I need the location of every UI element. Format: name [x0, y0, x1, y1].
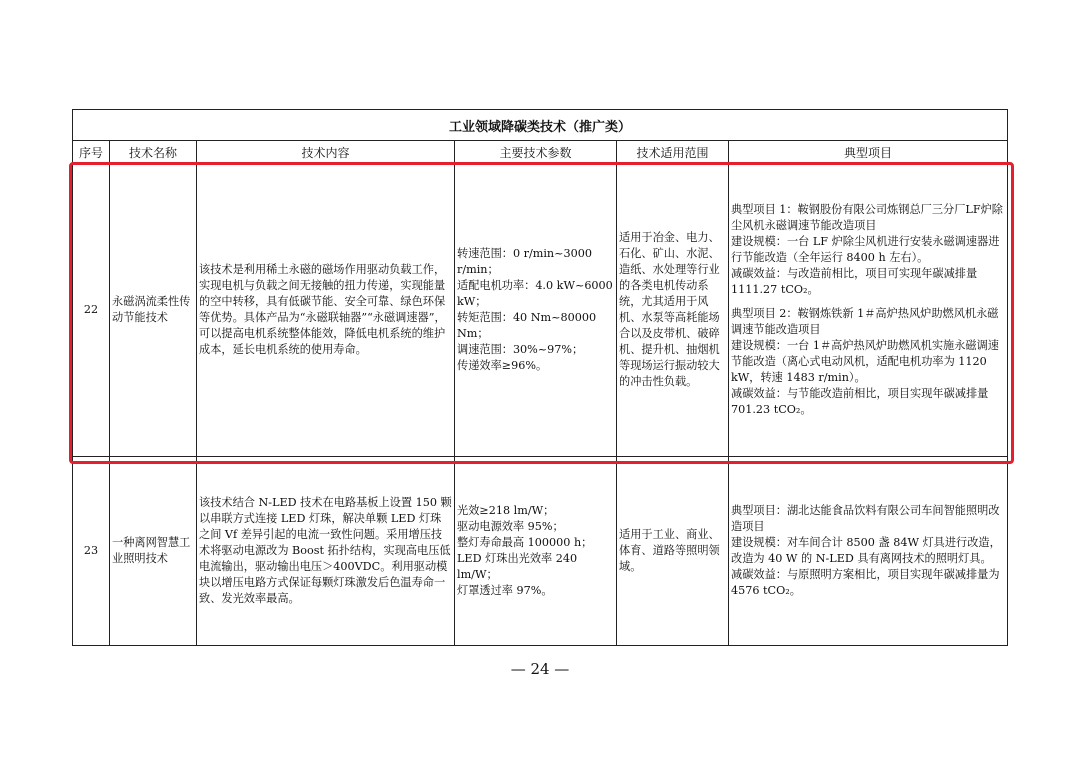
param-line: 光效≥218 lm/W；	[457, 504, 555, 517]
column-header: 主要技术参数	[455, 141, 617, 164]
table-title: 工业领域降碳类技术（推广类）	[73, 110, 1008, 141]
column-header: 技术适用范围	[617, 141, 729, 164]
project-scale: 建设规模：一台 LF 炉除尘风机进行安装永磁调速器进行节能改造（全年运行 8400 h 左右）。	[731, 235, 1000, 264]
typical-projects	[729, 164, 1008, 457]
column-header: 技术内容	[197, 141, 455, 164]
project-benefit: 减碳效益：与改造前相比，项目可实现年碳减排量 1111.27 tCO₂。	[731, 267, 978, 296]
project-title: 典型项目 1：鞍钢股份有限公司炼钢总厂三分厂LF炉除尘风机永磁调速节能改造项目	[731, 203, 1003, 232]
column-header: 技术名称	[110, 141, 197, 164]
row-number: 23	[73, 457, 110, 646]
param-line: 整灯寿命最高 100000 h；	[457, 536, 593, 549]
param-line: 驱动电源效率 95%；	[457, 520, 564, 533]
project-benefit: 减碳效益：与原照明方案相比，项目实现年碳减排量为 4576 tCO₂。	[731, 568, 1000, 597]
param-line: 灯罩透过率 97%。	[457, 584, 553, 597]
typical-projects	[729, 457, 1008, 646]
param-line: 传递效率≥96%。	[457, 359, 548, 372]
technology-name: 永磁涡流柔性传动节能技术	[110, 164, 197, 457]
project-scale: 建设规模：一台 1＃高炉热风炉助燃风机实施永磁调速节能改造（离心式电动风机，适配电机功率为 1120 kW，转速 1483 r/min）。	[731, 339, 999, 384]
project-benefit: 减碳效益：与节能改造前相比，项目实现年碳减排量 701.23 tCO₂。	[731, 387, 989, 416]
technology-content: 该技术结合 N-LED 技术在电路基板上设置 150 颗以串联方式连接 LED 灯珠，解决单颗 LED 灯珠之间 Vf 差异引起的电流一致性问题。采用增压技术将驱动电源改为 Boost 拓扑结构，实现高电压低电流输出，驱动输出电压＞400VDC。利用驱动模块以增压电路方式保证每颗灯珠激发后色温寿命一致、发光效率最高。	[197, 457, 455, 646]
table-row	[73, 457, 1008, 646]
technology-name: 一种离网智慧工业照明技术	[110, 457, 197, 646]
table-row	[73, 164, 1008, 457]
table-title-row	[73, 110, 1008, 141]
technology-scope: 适用于冶金、电力、石化、矿山、水泥、造纸、水处理等行业的各类电机传动系统，尤其适用于风机、水泵等高耗能场合以及皮带机、破碎机、提升机、抽烟机等现场运行振动较大的冲击性负载。	[617, 164, 729, 457]
row-number: 22	[73, 164, 110, 457]
param-line: LED 灯珠出光效率 240 lm/W；	[457, 552, 578, 581]
project-scale: 建设规模：对车间合计 8500 盏 84W 灯具进行改造，改造为 40 W 的 N-LED 具有离网技术的照明灯具。	[731, 536, 1001, 565]
table-header-row	[73, 141, 1008, 164]
param-line: 转速范围：0 r/min~3000 r/min；	[457, 247, 592, 276]
page-number: — 24 —	[510, 660, 570, 678]
project-title: 典型项目 2：鞍钢炼铁新 1＃高炉热风炉助燃风机永磁调速节能改造项目	[731, 307, 999, 336]
param-line: 调速范围：30%~97%；	[457, 343, 584, 356]
column-header: 序号	[73, 141, 110, 164]
technology-scope: 适用于工业、商业、体育、道路等照明领域。	[617, 457, 729, 646]
param-line: 适配电机功率：4.0 kW~6000 kW；	[457, 279, 613, 308]
technology-content: 该技术是利用稀土永磁的磁场作用驱动负载工作，实现电机与负载之间无接触的扭力传递，实现能量的空中转移，具有低碳节能、安全可靠、绿色环保等优势。具体产品为“永磁联轴器”“永磁调速器”，可以提高电机系统整体能效，降低电机系统的维护成本，延长电机系统的使用寿命。	[197, 164, 455, 457]
column-header: 典型项目	[729, 141, 1008, 164]
technology-params	[455, 457, 617, 646]
technology-table	[72, 109, 1008, 646]
project-title: 典型项目：湖北达能食品饮料有限公司车间智能照明改造项目	[731, 504, 1000, 533]
param-line: 转矩范围：40 Nm~80000 Nm；	[457, 311, 597, 340]
technology-params	[455, 164, 617, 457]
